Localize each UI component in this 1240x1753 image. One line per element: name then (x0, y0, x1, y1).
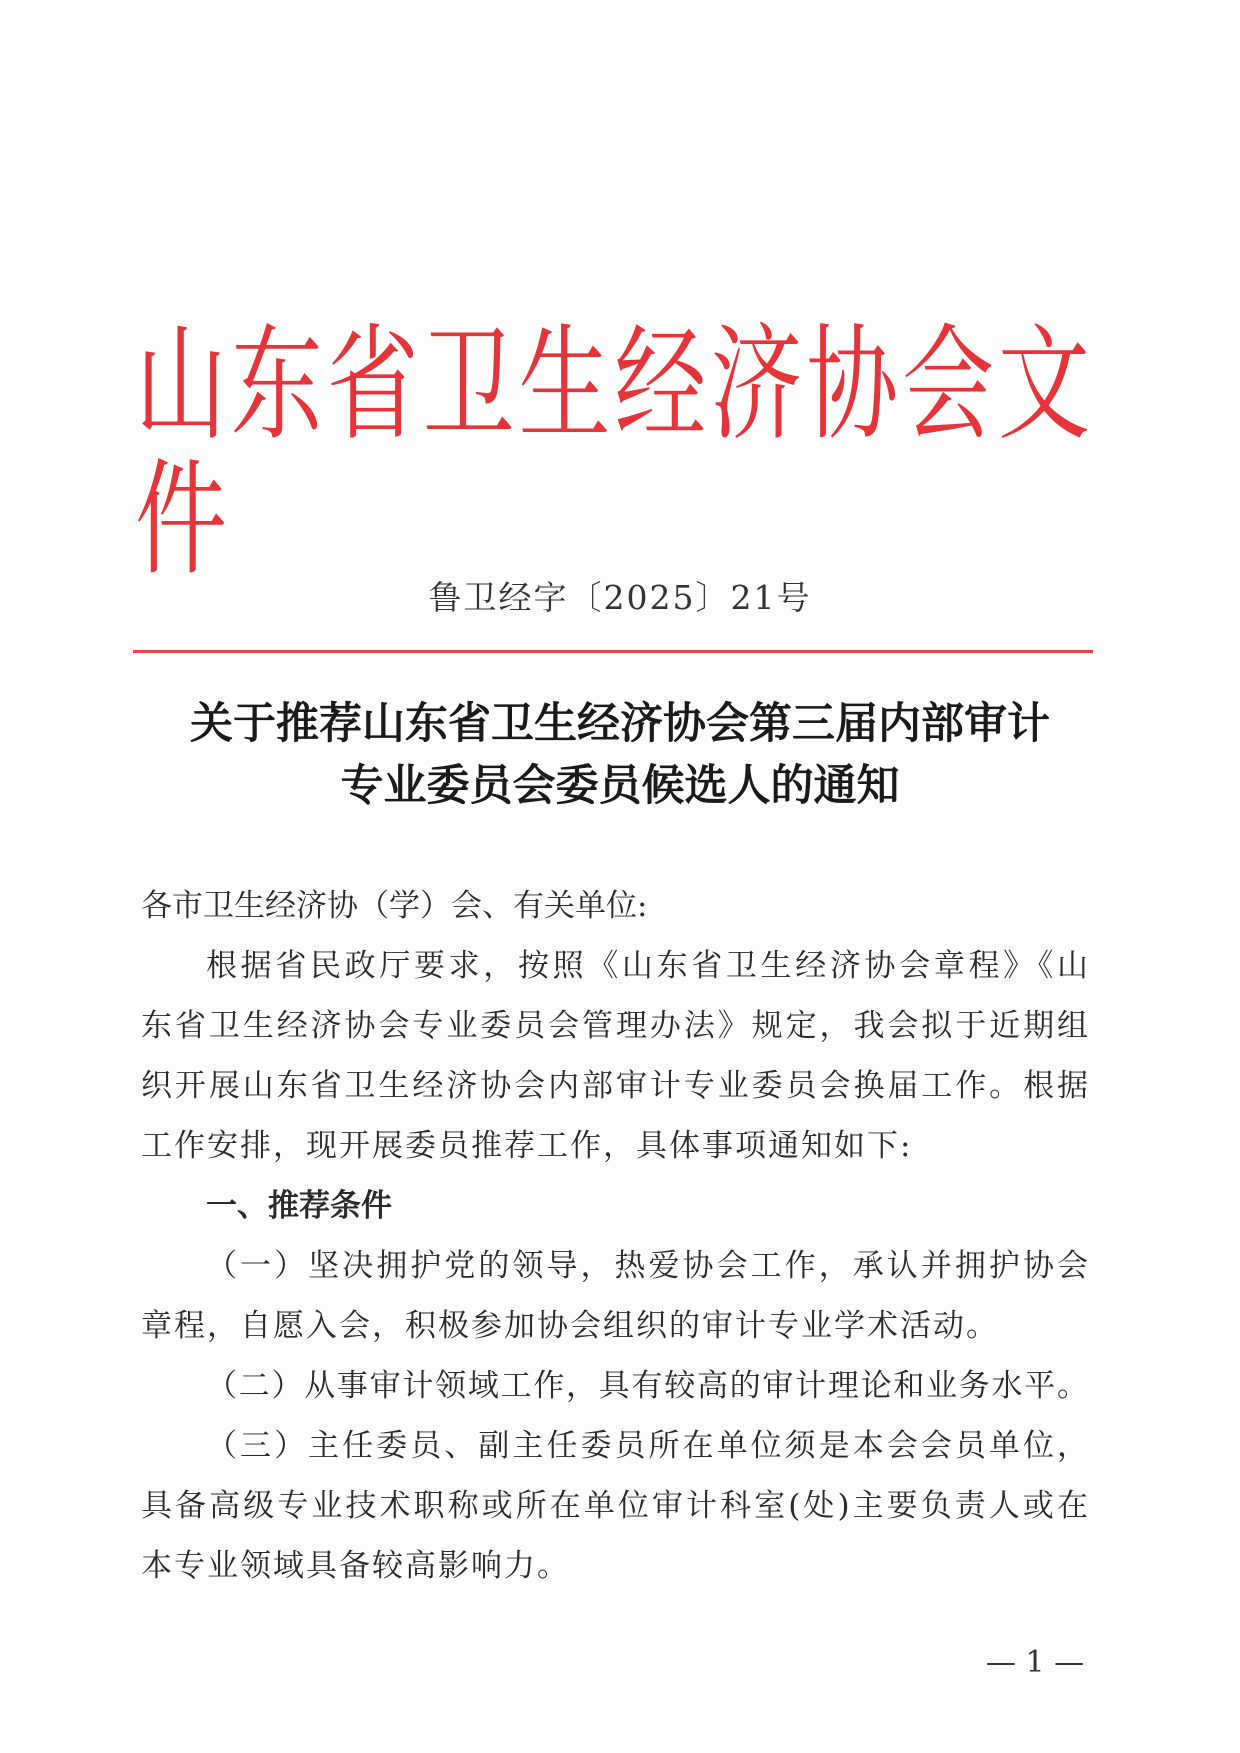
notice-title-line-2: 专业委员会委员候选人的通知 (340, 761, 900, 811)
paragraph-line: （一）坚决拥护党的领导，热爱协会工作，承认并拥护协会 (206, 1248, 1088, 1284)
paragraph-line: 织开展山东省卫生经济协会内部审计专业委员会换届工作。根据 (141, 1068, 1088, 1104)
red-divider (133, 650, 1093, 653)
salutation: 各市卫生经济协（学）会、有关单位: (141, 888, 648, 924)
paragraph-line: （三）主任委员、副主任委员所在单位须是本会会员单位， (206, 1428, 1088, 1464)
paragraph-line: 东省卫生经济协会专业委员会管理办法》规定，我会拟于近期组 (141, 1008, 1088, 1044)
document-number: 鲁卫经字〔2025〕21号 (428, 578, 812, 617)
notice-title-line-1: 关于推荐山东省卫生经济协会第三届内部审计 (190, 699, 1050, 749)
paragraph-line: 根据省民政厅要求，按照《山东省卫生经济协会章程》《山 (206, 948, 1088, 984)
paragraph-line: 章程，自愿入会，积极参加协会组织的审计专业学术活动。 (141, 1308, 999, 1344)
page-number: — 1 — (985, 1645, 1085, 1680)
document-header-org-title: 山东省卫生经济协会文件 (135, 312, 1088, 593)
paragraph-line: 具备高级专业技术职称或所在单位审计科室(处)主要负责人或在 (141, 1488, 1088, 1524)
paragraph-line: 工作安排，现开展委员推荐工作，具体事项通知如下: (141, 1128, 913, 1164)
paragraph-line: （二）从事审计领域工作，具有较高的审计理论和业务水平。 (206, 1368, 1088, 1404)
paragraph-line: 本专业领域具备较高影响力。 (141, 1548, 570, 1584)
section-heading: 一、推荐条件 (206, 1188, 392, 1224)
